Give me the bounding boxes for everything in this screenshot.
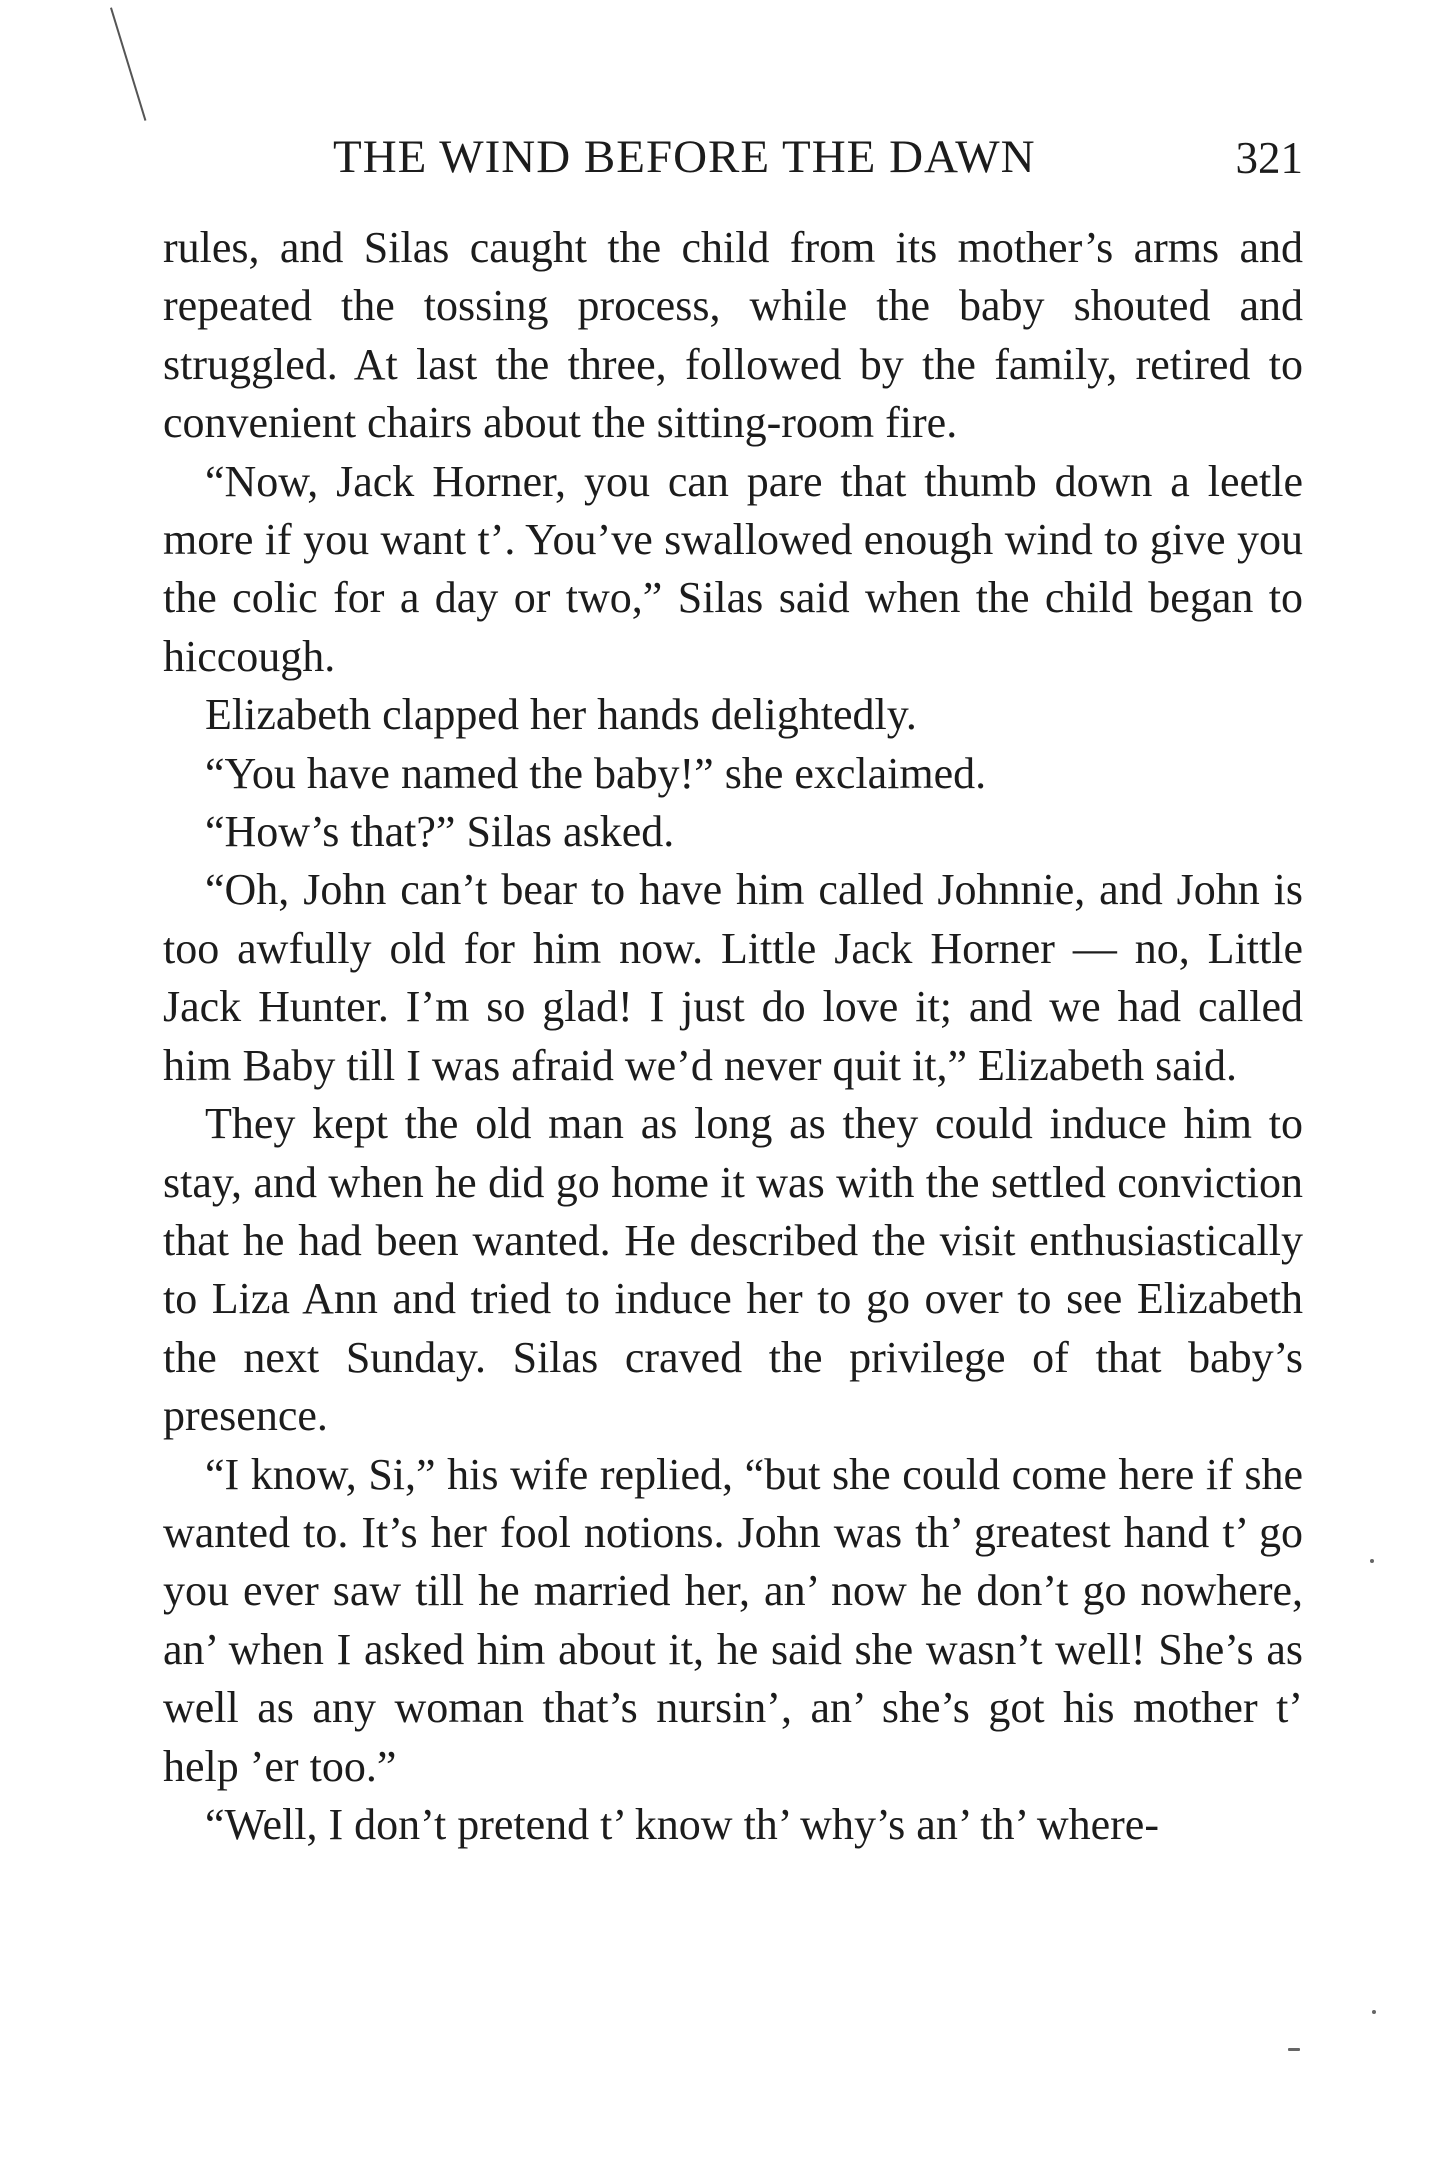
paragraph: “Well, I don’t pretend t’ know th’ why’s an’ th’ where-	[205, 1799, 1159, 1849]
margin-pencil-mark	[110, 7, 146, 120]
scan-speck	[1288, 2048, 1300, 2051]
running-head: THE WIND BEFORE THE DAWN	[333, 131, 1036, 183]
page-body	[163, 219, 1303, 1854]
paragraph: rules, and Silas caught the child from its mother’s arms and repeated the tossing process, while the baby shouted and struggled. At last the three, followed by the family, retired to convenient chairs about the sitting-room fire.	[163, 223, 1303, 448]
page-number: 321	[1235, 133, 1303, 183]
paragraph: Elizabeth clapped her hands delightedly.	[205, 690, 917, 740]
paragraph: “How’s that?” Silas asked.	[205, 807, 675, 857]
scan-speck	[1370, 1559, 1374, 1563]
paragraph: “I know, Si,” his wife replied, “but she could come here if she wanted to. It’s her fool notions. John was th’ greatest hand t’ go you ever saw till he married her, an’ now he don’t go nowhere, an’ when I asked him about it, he said she wasn’t well! She’s as well as any woman that’s nursin’, an’ she’s got his mother t’ help ’er too.”	[163, 1449, 1303, 1791]
paragraph: They kept the old man as long as they could induce him to stay, and when he did go home it was with the settled conviction that he had been wanted. He described the visit enthusiastically to Liza Ann and tried to induce her to go over to see Elizabeth the next Sunday. Silas craved the privilege of that baby’s presence.	[163, 1099, 1303, 1441]
paragraph: “Oh, John can’t bear to have him called Johnnie, and John is too awfully old for him now. Little Jack Horner — no, Little Jack Hunter. I’m so glad! I just do love it; and we had called him Baby till I was afraid we’d never quit it,” Elizabeth said.	[163, 865, 1303, 1090]
page-header	[163, 130, 1303, 186]
paragraph: “You have named the baby!” she exclaimed.	[205, 748, 987, 798]
paragraph: “Now, Jack Horner, you can pare that thumb down a leetle more if you want t’. You’ve swallowed enough wind to give you the colic for a day or two,” Silas said when the child began to hiccough.	[163, 456, 1303, 681]
scan-speck	[1372, 2010, 1376, 2014]
